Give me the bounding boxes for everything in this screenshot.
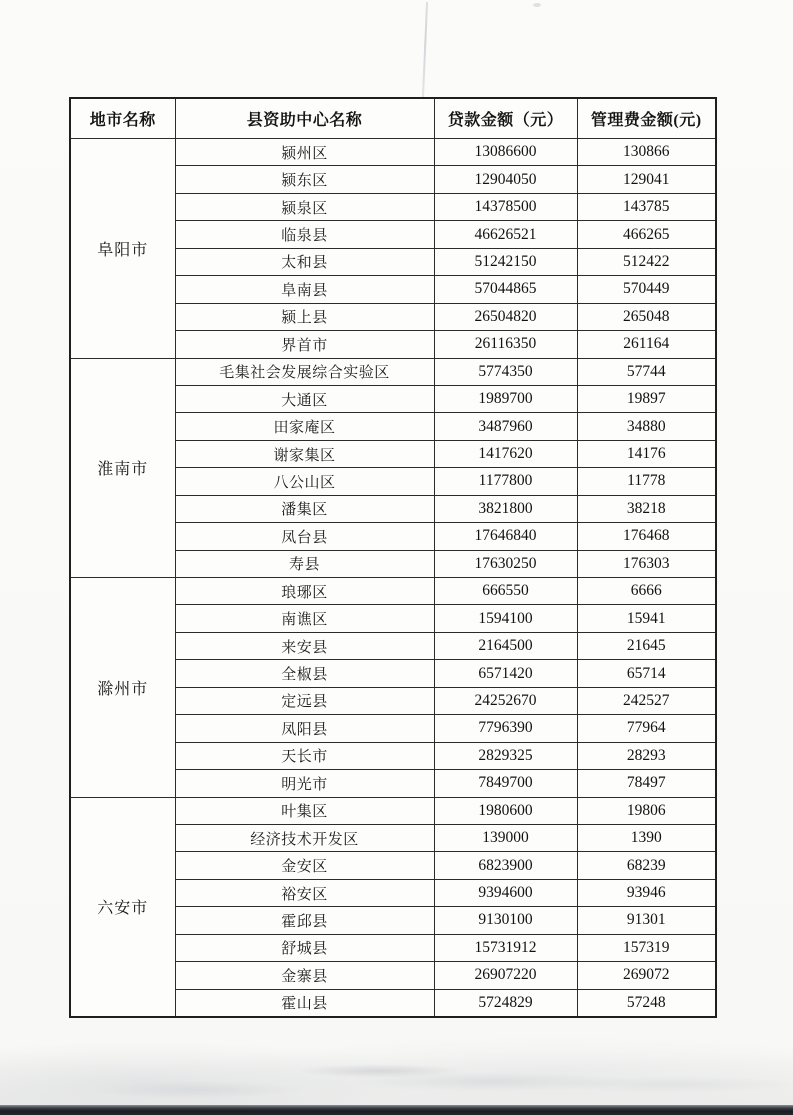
mgmt-fee-cell: 14176: [577, 440, 716, 467]
county-center-cell: 霍邱县: [175, 907, 434, 934]
mgmt-fee-cell: 143785: [577, 193, 716, 220]
loan-amount-cell: 3821800: [434, 495, 577, 522]
county-center-cell: 裕安区: [175, 879, 434, 906]
loan-amount-cell: 6823900: [434, 852, 577, 879]
header-row: [70, 98, 716, 139]
mgmt-fee-cell: 57744: [577, 358, 716, 385]
mgmt-fee-cell: 19897: [577, 385, 716, 412]
county-center-cell: 凤台县: [175, 523, 434, 550]
county-center-cell: 南谯区: [175, 605, 434, 632]
col-header-loan-amount: 贷款金额（元）: [434, 98, 577, 139]
mgmt-fee-cell: 38218: [577, 495, 716, 522]
mgmt-fee-cell: 242527: [577, 687, 716, 714]
mgmt-fee-cell: 65714: [577, 660, 716, 687]
county-center-cell: 叶集区: [175, 797, 434, 824]
col-header-county-center: 县资助中心名称: [175, 98, 434, 139]
mgmt-fee-cell: 265048: [577, 303, 716, 330]
county-center-cell: 太和县: [175, 248, 434, 275]
county-center-cell: 阜南县: [175, 276, 434, 303]
county-center-cell: 临泉县: [175, 221, 434, 248]
county-center-cell: 明光市: [175, 770, 434, 797]
table-row: [70, 358, 716, 385]
loan-amount-cell: 17646840: [434, 523, 577, 550]
county-center-cell: 界首市: [175, 331, 434, 358]
county-center-cell: 大通区: [175, 385, 434, 412]
county-center-cell: 金寨县: [175, 962, 434, 989]
loan-amount-cell: 7849700: [434, 770, 577, 797]
loan-amount-cell: 26116350: [434, 331, 577, 358]
city-name-cell: 阜阳市: [70, 139, 175, 359]
loan-amount-cell: 13086600: [434, 139, 577, 166]
county-center-cell: 颍泉区: [175, 193, 434, 220]
funding-table: [69, 97, 717, 1018]
loan-amount-cell: 1177800: [434, 468, 577, 495]
loan-amount-cell: 15731912: [434, 934, 577, 961]
mgmt-fee-cell: 91301: [577, 907, 716, 934]
table-body: [70, 139, 716, 1018]
county-center-cell: 全椒县: [175, 660, 434, 687]
mgmt-fee-cell: 6666: [577, 578, 716, 605]
city-name-cell: 淮南市: [70, 358, 175, 578]
county-center-cell: 颍东区: [175, 166, 434, 193]
county-center-cell: 毛集社会发展综合实验区: [175, 358, 434, 385]
county-center-cell: 经济技术开发区: [175, 824, 434, 851]
mgmt-fee-cell: 261164: [577, 331, 716, 358]
loan-amount-cell: 5724829: [434, 989, 577, 1017]
mgmt-fee-cell: 157319: [577, 934, 716, 961]
county-center-cell: 琅琊区: [175, 578, 434, 605]
county-center-cell: 谢家集区: [175, 440, 434, 467]
county-center-cell: 八公山区: [175, 468, 434, 495]
loan-amount-cell: 51242150: [434, 248, 577, 275]
col-header-mgmt-fee: 管理费金额(元): [577, 98, 716, 139]
loan-amount-cell: 7796390: [434, 715, 577, 742]
loan-amount-cell: 24252670: [434, 687, 577, 714]
mgmt-fee-cell: 68239: [577, 852, 716, 879]
col-header-city-name: 地市名称: [70, 98, 175, 139]
loan-amount-cell: 12904050: [434, 166, 577, 193]
county-center-cell: 定远县: [175, 687, 434, 714]
mgmt-fee-cell: 34880: [577, 413, 716, 440]
scan-scratch-artifact: [422, 2, 428, 98]
loan-amount-cell: 9130100: [434, 907, 577, 934]
loan-amount-cell: 26504820: [434, 303, 577, 330]
loan-amount-cell: 139000: [434, 824, 577, 851]
county-center-cell: 舒城县: [175, 934, 434, 961]
mgmt-fee-cell: 15941: [577, 605, 716, 632]
mgmt-fee-cell: 77964: [577, 715, 716, 742]
loan-amount-cell: 3487960: [434, 413, 577, 440]
mgmt-fee-cell: 1390: [577, 824, 716, 851]
loan-amount-cell: 57044865: [434, 276, 577, 303]
city-name-cell: 滁州市: [70, 578, 175, 798]
loan-amount-cell: 17630250: [434, 550, 577, 577]
mgmt-fee-cell: 176468: [577, 523, 716, 550]
county-center-cell: 霍山县: [175, 989, 434, 1017]
loan-amount-cell: 1989700: [434, 385, 577, 412]
mgmt-fee-cell: 57248: [577, 989, 716, 1017]
loan-amount-cell: 14378500: [434, 193, 577, 220]
mgmt-fee-cell: 93946: [577, 879, 716, 906]
mgmt-fee-cell: 19806: [577, 797, 716, 824]
table-row: [70, 578, 716, 605]
mgmt-fee-cell: 129041: [577, 166, 716, 193]
loan-amount-cell: 9394600: [434, 879, 577, 906]
mgmt-fee-cell: 28293: [577, 742, 716, 769]
mgmt-fee-cell: 269072: [577, 962, 716, 989]
loan-amount-cell: 1594100: [434, 605, 577, 632]
county-center-cell: 寿县: [175, 550, 434, 577]
scan-edge-band: [0, 1105, 793, 1115]
county-center-cell: 颍州区: [175, 139, 434, 166]
table-row: [70, 139, 716, 166]
loan-amount-cell: 5774350: [434, 358, 577, 385]
mgmt-fee-cell: 466265: [577, 221, 716, 248]
mgmt-fee-cell: 512422: [577, 248, 716, 275]
table-row: [70, 797, 716, 824]
loan-amount-cell: 6571420: [434, 660, 577, 687]
loan-amount-cell: 46626521: [434, 221, 577, 248]
loan-amount-cell: 1980600: [434, 797, 577, 824]
mgmt-fee-cell: 11778: [577, 468, 716, 495]
scan-smudge-artifact: [0, 1052, 793, 1106]
scan-speck-artifact: [533, 3, 541, 7]
county-center-cell: 田家庵区: [175, 413, 434, 440]
county-center-cell: 颍上县: [175, 303, 434, 330]
mgmt-fee-cell: 21645: [577, 632, 716, 659]
county-center-cell: 来安县: [175, 632, 434, 659]
mgmt-fee-cell: 570449: [577, 276, 716, 303]
city-name-cell: 六安市: [70, 797, 175, 1017]
county-center-cell: 天长市: [175, 742, 434, 769]
county-center-cell: 潘集区: [175, 495, 434, 522]
loan-amount-cell: 2829325: [434, 742, 577, 769]
loan-amount-cell: 666550: [434, 578, 577, 605]
county-center-cell: 凤阳县: [175, 715, 434, 742]
loan-amount-cell: 1417620: [434, 440, 577, 467]
mgmt-fee-cell: 130866: [577, 139, 716, 166]
mgmt-fee-cell: 176303: [577, 550, 716, 577]
mgmt-fee-cell: 78497: [577, 770, 716, 797]
county-center-cell: 金安区: [175, 852, 434, 879]
loan-amount-cell: 26907220: [434, 962, 577, 989]
loan-amount-cell: 2164500: [434, 632, 577, 659]
